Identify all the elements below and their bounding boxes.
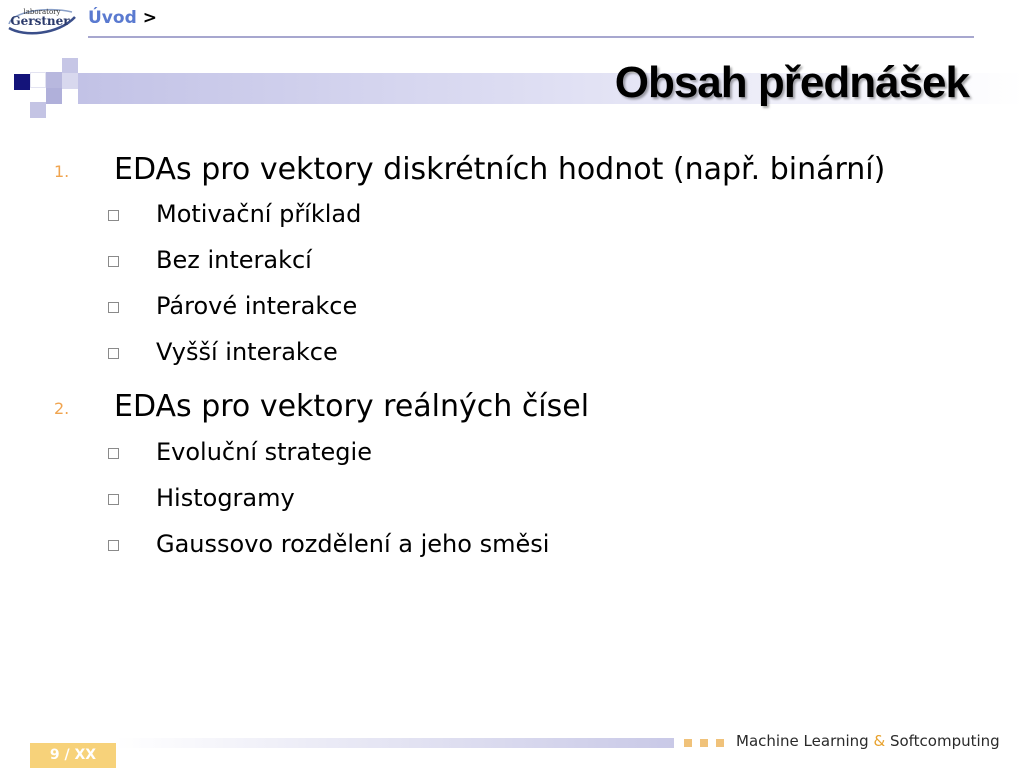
header-divider — [88, 36, 974, 38]
decor-square — [46, 72, 62, 88]
list-item — [0, 200, 1024, 230]
decor-square — [30, 72, 46, 88]
logo-caption: laboratory — [23, 8, 61, 16]
footer-text-part2: Softcomputing — [889, 732, 1000, 750]
decor-square — [46, 88, 62, 104]
list-item-label: Bez interakcí — [156, 246, 312, 274]
list-item — [0, 438, 1024, 468]
bullet-square-icon — [108, 302, 119, 313]
bullet-square-icon — [108, 210, 119, 221]
bullet-square-icon — [108, 256, 119, 267]
section-number: 2. — [54, 399, 70, 418]
list-item-label: Vyšší interakce — [156, 338, 338, 366]
footer-bar — [116, 738, 674, 748]
bullet-square-icon — [108, 348, 119, 359]
list-item — [0, 484, 1024, 514]
section-number: 1. — [54, 162, 70, 181]
list-item — [0, 246, 1024, 276]
list-item-label: Evoluční strategie — [156, 438, 372, 466]
bullet-square-icon — [108, 540, 119, 551]
page-title: Obsah přednášek — [614, 58, 969, 107]
breadcrumb-separator: > — [142, 8, 157, 28]
section-title: EDAs pro vektory diskrétních hodnot (např. binární) — [114, 152, 886, 187]
bullet-square-icon — [108, 494, 119, 505]
decor-square — [62, 73, 78, 89]
logo-name: Gerstner — [10, 14, 70, 28]
list-item — [0, 338, 1024, 368]
list-item — [0, 292, 1024, 322]
list-item — [0, 530, 1024, 560]
footer-square-icon — [716, 739, 724, 747]
list-item-label: Motivační příklad — [156, 200, 362, 228]
page-indicator: 9 / XX — [30, 743, 116, 768]
decor-square — [30, 102, 46, 118]
breadcrumb-link-uvod[interactable]: Úvod — [88, 8, 137, 28]
list-item-label: Histogramy — [156, 484, 295, 512]
footer-text-part1: Machine Learning — [736, 732, 869, 750]
list-item-label: Gaussovo rozdělení a jeho směsi — [156, 530, 550, 558]
bullet-square-icon — [108, 448, 119, 459]
gerstner-logo — [6, 4, 78, 36]
footer-square-icon — [684, 739, 692, 747]
footer-square-icon — [700, 739, 708, 747]
footer-ampersand: & — [873, 732, 886, 750]
section-title: EDAs pro vektory reálných čísel — [114, 389, 590, 424]
breadcrumb — [88, 8, 157, 28]
decor-square — [14, 74, 30, 90]
decor-square — [62, 58, 78, 74]
list-item-label: Párové interakce — [156, 292, 358, 320]
footer-course-name — [736, 732, 1000, 750]
